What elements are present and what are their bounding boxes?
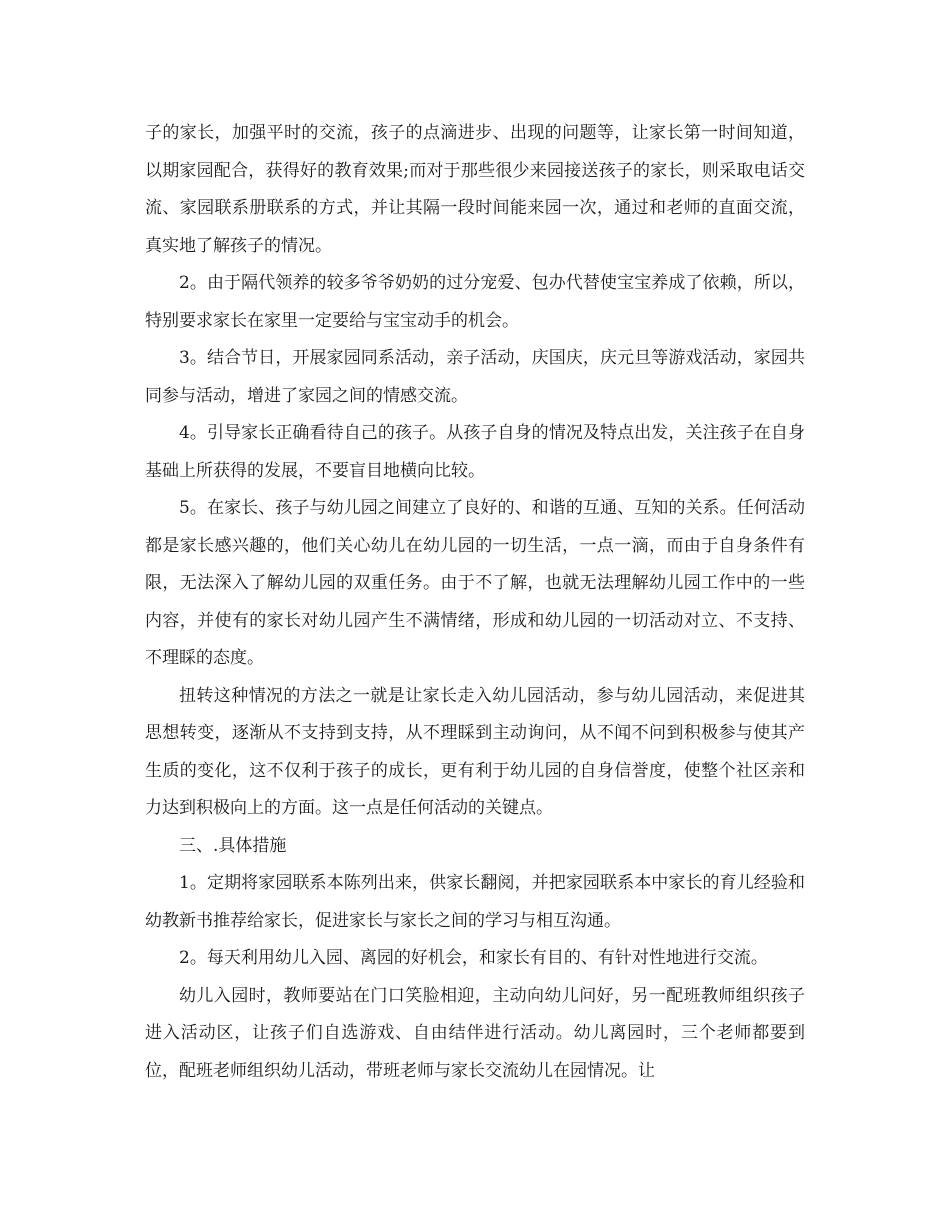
- paragraph-item-5: 5。在家长、孩子与幼儿园之间建立了良好的、和谐的互通、互知的关系。任何活动都是家长感兴趣的，他们关心幼儿在幼儿园的一切生活，一点一滴，而由于自身条件有限，无法深入了解幼儿园的双重任务。由于不了解，也就无法理解幼儿园工作中的一些内容，并使有的家长对幼儿园产生不满情绪，形成和幼儿园的一切活动对立、不支持、不理睬的态度。: [145, 498, 805, 668]
- paragraph-arrival: 幼儿入园时，教师要站在门口笑脸相迎，主动向幼儿问好，另一配班教师组织孩子进入活动区，让孩子们自选游戏、自由结伴进行活动。幼儿离园时，三个老师都要到位，配班老师组织幼儿活动，带班老师与家长交流幼儿在园情况。让: [145, 985, 805, 1081]
- paragraph-item-2: 2。由于隔代领养的较多爷爷奶奶的过分宠爱、包办代替使宝宝养成了依赖，所以，特别要求家长在家里一定要给与宝宝动手的机会。: [145, 273, 805, 331]
- paragraph-item-4: 4。引导家长正确看待自己的孩子。从孩子自身的情况及特点出发，关注孩子在自身基础上所获得的发展，不要盲目地横向比较。: [145, 423, 805, 481]
- section-heading: 三、.具体措施: [179, 835, 287, 856]
- document-page: [145, 115, 805, 1090]
- paragraph-item-3: 3。结合节日，开展家园同系活动，亲子活动，庆国庆，庆元旦等游戏活动，家园共同参与活动，增进了家园之间的情感交流。: [145, 348, 805, 406]
- paragraph-method: 扭转这种情况的方法之一就是让家长走入幼儿园活动，参与幼儿园活动，来促进其思想转变，逐渐从不支持到支持，从不理睬到主动询问，从不闻不问到积极参与使其产生质的变化，这不仅利于孩子的成长，更有利于幼儿园的自身信誉度，使整个社区亲和力达到积极向上的方面。这一点是任何活动的关键点。: [145, 685, 805, 818]
- paragraph-measure-1: 1。定期将家园联系本陈列出来，供家长翻阅，并把家园联系本中家长的育儿经验和幼教新书推荐给家长，促进家长与家长之间的学习与相互沟通。: [145, 873, 805, 931]
- paragraph-measure-2: 2。每天利用幼儿入园、离园的好机会，和家长有目的、有针对性地进行交流。: [179, 948, 768, 968]
- paragraph-continuation: 子的家长，加强平时的交流，孩子的点滴进步、出现的问题等，让家长第一时间知道，以期家园配合，获得好的教育效果;而对于那些很少来园接送孩子的家长，则采取电话交流、家园联系册联系的方式，并让其隔一段时间能来园一次，通过和老师的直面交流，真实地了解孩子的情况。: [145, 123, 805, 256]
